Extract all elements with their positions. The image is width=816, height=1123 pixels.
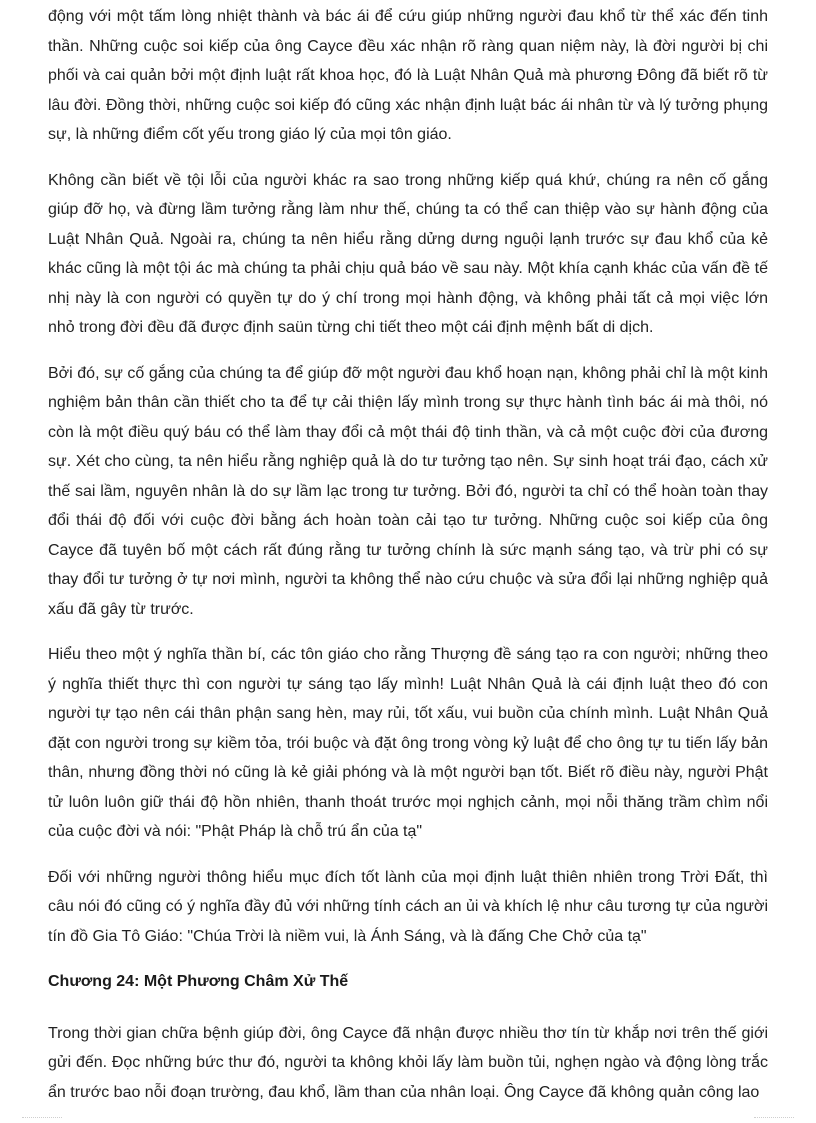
chapter-heading: Chương 24: Một Phương Châm Xử Thế [48, 973, 349, 990]
paragraph-5: Đối với những người thông hiểu mục đích tốt lành của mọi định luật thiên nhiên trong Trời Đất, thì câu nói đó cũng có ý nghĩa đầy đủ với những tính cách an ủi và khích lệ như câu tương tự của người tín đồ Gia Tô Giáo: "Chúa Trời là niềm vui, là Ánh Sáng, và là đấng Che Chở của tạ" [48, 868, 768, 945]
paragraph-1: động với một tấm lòng nhiệt thành và bác ái để cứu giúp những người đau khổ từ thể xác đến tinh thần. Những cuộc soi kiếp của ông Cayce đều xác nhận rõ ràng quan niệm này, là đời người bị chi phối và cai quản bởi một định luật rất khoa học, đó là Luật Nhân Quả mà phương Đông đã biết rõ từ lâu đời. Đồng thời, những cuộc soi kiếp đó cũng xác nhận định luật bác ái nhân từ và lý tưởng phụng sự, là những điểm cốt yếu trong giáo lý của mọi tôn giáo. [48, 8, 768, 143]
paragraph-2: Không cần biết về tội lỗi của người khác ra sao trong những kiếp quá khứ, chúng ra nên cố gắng giúp đỡ họ, và đừng lầm tưởng rằng làm như thế, chúng ta có thể can thiệp vào sự hành động của Luật Nhân Quả. Ngoài ra, chúng ta nên hiểu rằng dửng dưng nguội lạnh trước sự đau khổ của kẻ khác cũng là một tội ác mà chúng ta phải chịu quả báo về sau này. Một khía cạnh khác của vấn đề tế nhị này là con người có quyền tự do ý chí trong mọi hành động, và không phải tất cả mọi việc lớn nhỏ trong đời đều đã được định saün từng chi tiết theo một cái định mệnh bất di dịch. [48, 171, 768, 336]
paragraph-3: Bởi đó, sự cố gắng của chúng ta để giúp đỡ một người đau khổ hoạn nạn, không phải chỉ là một kinh nghiệm bản thân cần thiết cho ta để tự cải thiện lấy mình trong sự thực hành tình bác ái mà thôi, nó còn là một điều quý báu có thể làm thay đổi cả một thái độ tinh thần, và cả một cuộc đời của đương sự. Xét cho cùng, ta nên hiểu rằng nghiệp quả là do tư tưởng tạo nên. Sự sinh hoạt trái đạo, cách xử thế sai lầm, nguyên nhân là do sự lầm lạc trong tư tưởng. Bởi đó, người ta chỉ có thể hoàn toàn thay đổi thái độ đối với cuộc đời bằng ách hoàn toàn cải tạo tư tưởng. Những cuộc soi kiếp của ông Cayce đã tuyên bố một cách rất đúng rằng tư tưởng chính là sức mạnh sáng tạo, và trừ phi có sự thay đổi tư tưởng ở tự nơi mình, người ta không thể nào cứu chuộc và sửa đổi lại những nghiệp quả xấu đã gây từ trước. [48, 364, 768, 618]
paragraph-6: Trong thời gian chữa bệnh giúp đời, ông Cayce đã nhận được nhiều thơ tín từ khắp nơi trên thế giới gửi đến. Đọc những bức thư đó, người ta không khỏi lấy làm buồn tủi, nghẹn ngào và động lòng trắc ẩn trước bao nỗi đoạn trường, đau khổ, lầm than của nhân loại. Ông Cayce đã không quản công lao [48, 1024, 768, 1101]
footer-divider-right [754, 1117, 794, 1121]
paragraph-4: Hiểu theo một ý nghĩa thần bí, các tôn giáo cho rằng Thượng đề sáng tạo ra con người; những theo ý nghĩa thiết thực thì con người tự sáng tạo lấy mình! Luật Nhân Quả là cái định luật theo đó con người tự tạo nên cái thân phận sang hèn, may rủi, tốt xấu, vui buồn của chính mình. Luật Nhân Quả đặt con người trong sự kiềm tỏa, trói buộc và đặt ông trong vòng kỷ luật để cho ông tự tu tiến lấy bản thân, nhưng đồng thời nó cũng là kẻ giải phóng và là một người bạn tốt. Biết rõ điều này, người Phật tử luôn luôn giữ thái độ hồn nhiên, thanh thoát trước mọi nghịch cảnh, mọi nỗi thăng trầm chìm nổi của cuộc đời và nói: "Phật Pháp là chỗ trú ẩn của tạ" [48, 646, 768, 840]
footer-divider-left [22, 1117, 62, 1121]
document-page [48, 0, 768, 1123]
